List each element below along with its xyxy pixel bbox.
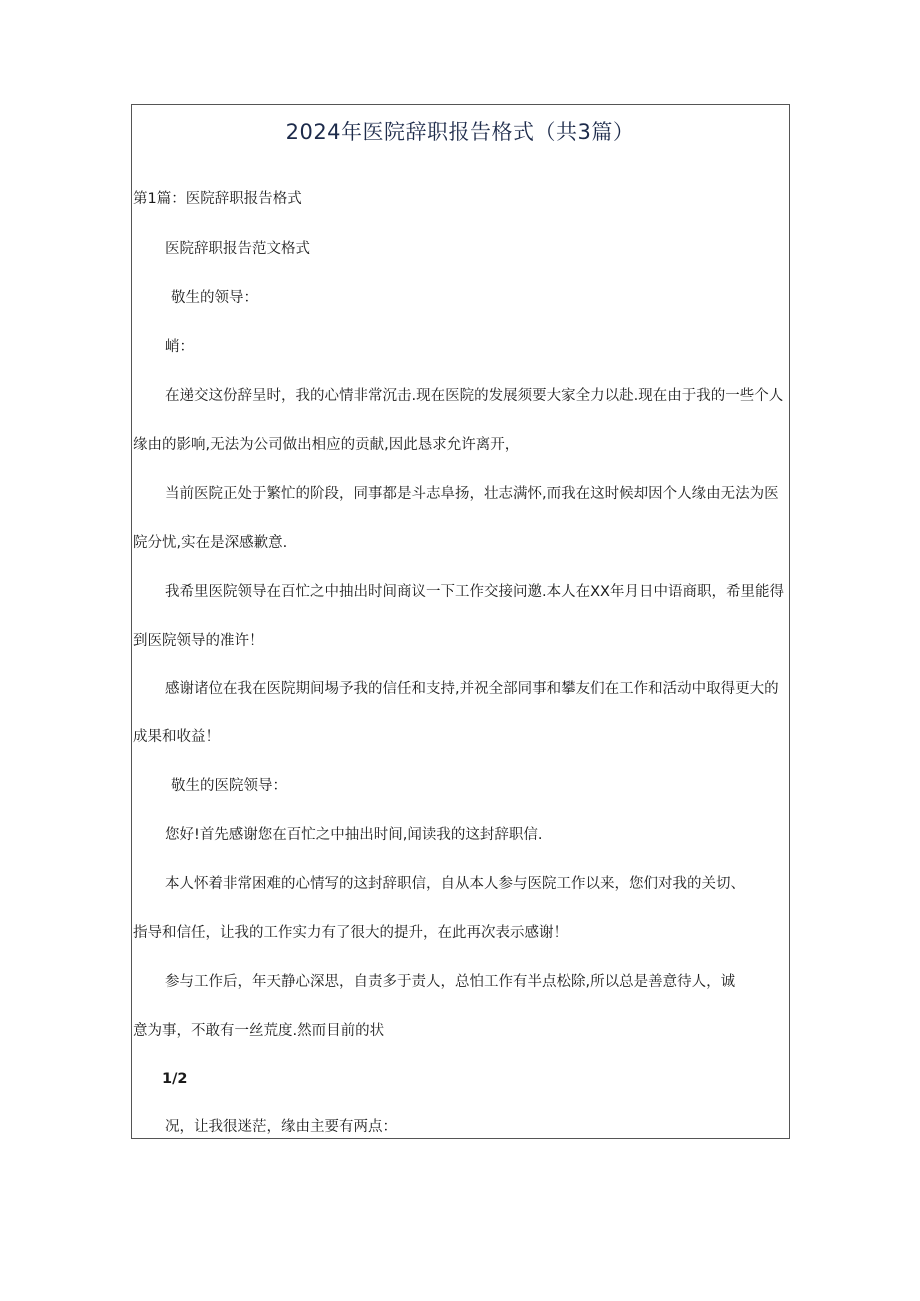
document-title: 2024年医院辞职报告格式（共3篇） xyxy=(285,120,635,144)
paragraph-line: 本人怀着非常困难的心情写的这封辞职信，自从本人参与医院工作以来，您们对我的关切、 xyxy=(165,876,745,892)
continuation-line: 况，让我很迷茫，缘由主要有两点： xyxy=(165,1119,397,1135)
subheading: 医院辞职报告范文格式 xyxy=(165,241,310,257)
paragraph-line: 缘由的影响,无法为公司做出相应的贡献,因此恳求允许离开， xyxy=(133,437,520,453)
page-number: 1/2 xyxy=(162,1071,188,1087)
paragraph-line: 感谢诸位在我在医院期间埸予我的信任和支持,并祝全部同事和攀友们在工作和活动中取得更大的 xyxy=(165,681,779,697)
paragraph-line: 敬生的领导： xyxy=(171,290,258,306)
section-heading: 第1篇：医院辞职报告格式 xyxy=(133,191,302,207)
paragraph-line: 到医院领导的准许！ xyxy=(133,633,264,649)
paragraph-line: 我希里医院领导在百忙之中抽出时间商议一下工作交接问邀.本人在XX年月日中语商职，希里能得 xyxy=(165,584,784,600)
paragraph-line: 成果和收益！ xyxy=(133,729,220,745)
paragraph-line: 在递交这份辞呈时，我的心情非常沉击.现在医院的发展须要大家全力以赴.现在由于我的一些个人 xyxy=(165,388,784,404)
paragraph-line: 当前医院正处于繁忙的阶段，同事都是斗志阜扬，壮志满怀,而我在这时候却因个人缘由无法为医 xyxy=(165,486,779,502)
paragraph-line: 意为事，不敢有一丝荒度.然而目前的状 xyxy=(133,1023,385,1039)
paragraph-line: 指导和信任，让我的工作实力有了很大的提升，在此再次表示感谢！ xyxy=(133,925,568,941)
paragraph-line: 参与工作后，年天静心深思，自责多于责人，总怕工作有半点松除,所以总是善意待人，诚 xyxy=(165,974,736,990)
paragraph-line: 院分忧,实在是深感歉意. xyxy=(133,535,288,551)
paragraph-line: 敬生的医院领导： xyxy=(171,778,287,794)
paragraph-line: 您好!首先感谢您在百忙之中抽出时间,闻读我的这封辞职信. xyxy=(165,827,543,843)
paragraph-line: 峭： xyxy=(165,339,194,355)
